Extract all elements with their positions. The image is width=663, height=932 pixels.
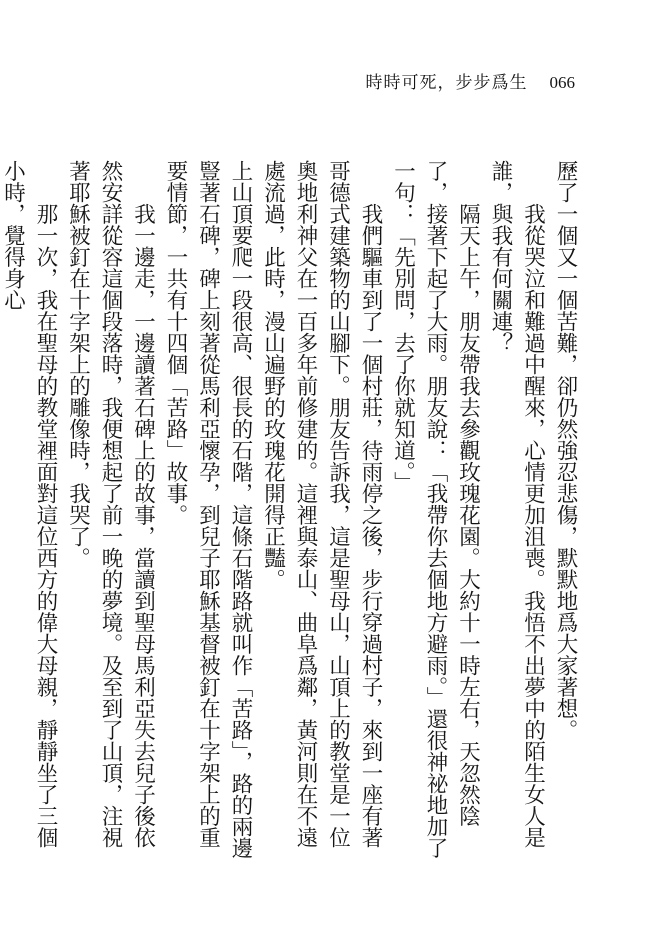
page-number: 066 <box>549 73 575 92</box>
paragraph: 歷了一個又一個苦難，卻仍然強忍悲傷，默默地爲大家著想。 <box>553 160 578 741</box>
paragraph: 我從哭泣和難過中醒來，心情更加沮喪。我悟不出夢中的陌生女人是誰，與我有何關連？ <box>488 160 546 848</box>
running-header <box>366 68 576 93</box>
running-title: 時時可死，步步爲生 <box>365 73 528 93</box>
paragraph: 那一次，我在聖母的教堂裡面對這位西方的偉大母親，靜靜坐了三個小時，覺得身心 <box>0 160 58 848</box>
paragraph: 隔天上午，朋友帶我去參觀玫瑰花園。大約十一時左右，天忽然陰了，接著下起了大雨。朋友說：「我帶你去個地方避雨。」還很神祕地加了一句：「先別問，去了你就知道。」 <box>390 160 481 859</box>
paragraph: 我一邊走，一邊讀著石碑上的故事，當讀到聖母馬利亞失去兒子後依然安詳從容這個段落時，我便想起了前一晚的夢境。及至到了山頂，注視著耶穌被釘在十字架上的雕像時，我哭了。 <box>65 160 156 848</box>
body-text <box>0 160 581 860</box>
paragraph: 我們驅車到了一個村莊，待雨停之後，步行穿過村子，來到一座有著哥德式建築物的山腳下。朋友告訴我，這是聖母山，山頂上的教堂是一位奧地利神父在一百多年前修建的。這裡與泰山、曲阜爲鄰，黃河則在不遠處流過，此時，漫山遍野的玫瑰花開得正豔。 <box>260 160 383 848</box>
paragraph: 上山頂要爬一段很高、很長的石階，這條石階路就叫作「苦路」，路的兩邊豎著石碑，碑上刻著從馬利亞懷孕，到兒子耶穌基督被釘在十字架上的重要情節，一共有十四個「苦路」故事。 <box>163 160 253 859</box>
